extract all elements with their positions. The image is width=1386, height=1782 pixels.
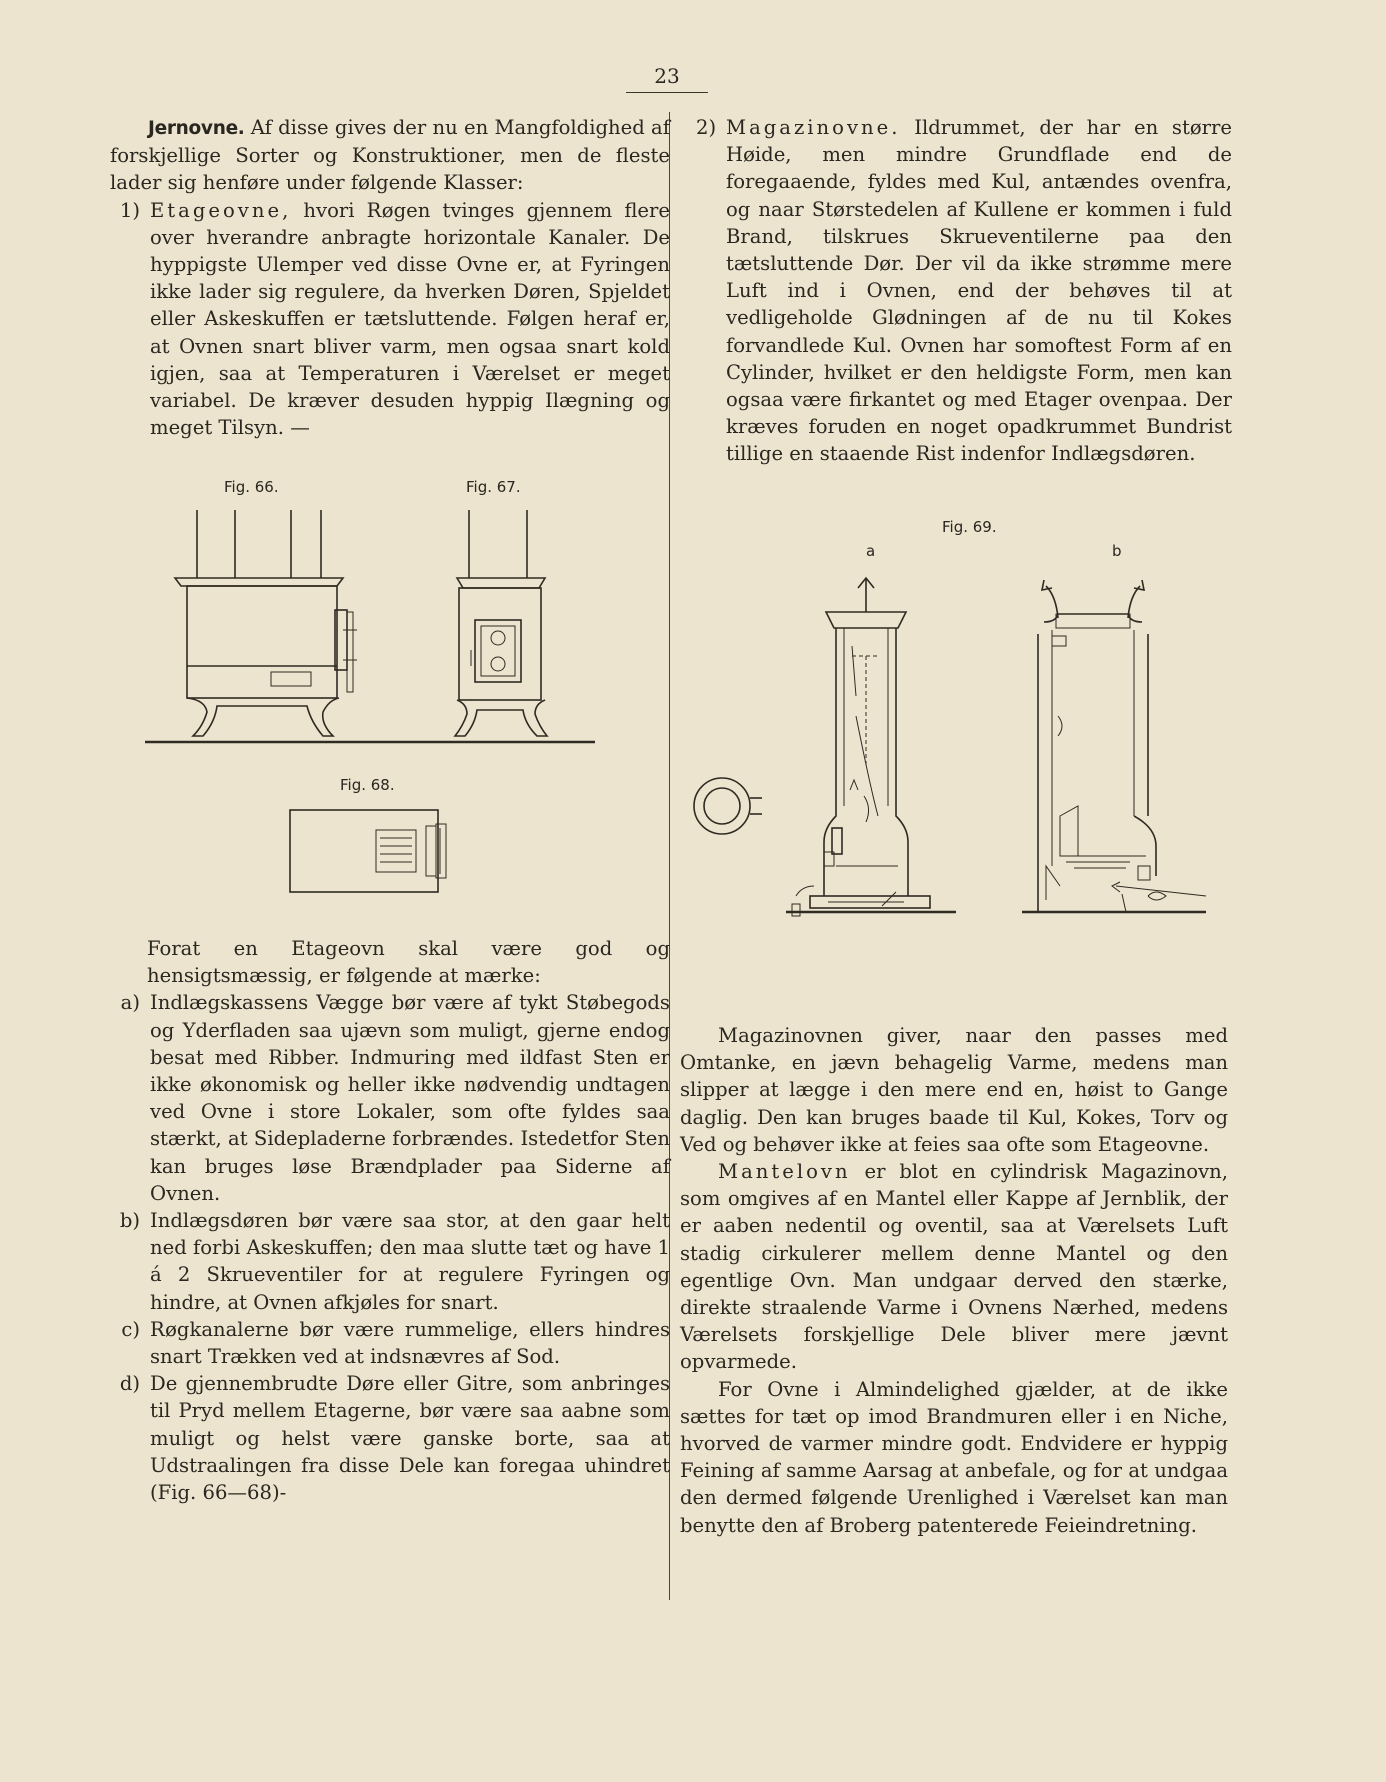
fig68-plan-illustration [280, 800, 480, 900]
fig67-caption: Fig. 67. [466, 478, 521, 496]
list-item-magazinovne [696, 114, 1232, 468]
requirement-text: De gjennembrudte Døre eller Gitre, som anbringes til Pryd mellem Etagerne, bør være saa aabne som muligt og helst være ganske borte, saa at Udstraalingen fra disse Dele kan foregaa uhindret (Fig. 66—68)- [150, 1372, 670, 1505]
item-number: 2) [696, 116, 717, 139]
item-text: hvori Røgen tvinges gjennem flere over hverandre anbragte horizontale Kanaler. De hyppigste Ulemper ved disse Ovne er, at Fyringen ikke lader sig regulere, da hverken Døren, Spjeldet eller Askeskuffen er tætsluttende. Følgen heraf er, at Ovnen snart bliver varm, men ogsaa snart kold igjen, saa at Temperaturen i Værelset er meget variabel. De kræver desuden hyppig Ilægning og meget Tilsyn. — [150, 198, 670, 440]
list-item-etageovne [110, 197, 670, 442]
requirement-item [110, 1370, 670, 1506]
fig66-67-stove-illustration [145, 500, 595, 750]
requirement-label: a) [120, 991, 140, 1015]
intro-text: Af disse gives der nu en Mangfoldighed af forskjellige Sorter og Konstruktioner, men de fleste lader sig henføre under følgende Klasser: [110, 116, 670, 195]
item-text: Ildrummet, der har en større Høide, men mindre Grundflade end de foregaaende, fyldes med Kul, antændes ovenfra, og naar Størstedelen af Kullene er kommen i fuld Brand, tilskrues Skrueventilerne paa den tætsluttende Dør. Der vil da ikke strømme mere Luft ind i Ovnen, end der behøves til at vedligeholde Glødningen af de nu til Kokes forvandlede Kul. Ovnen har somoftest Form af en Cylinder, hvilket er den heldigste Form, men kan ogsaa være firkantet og med Etager ovenpaa. Der kræves foruden en noget opadkrummet Bundrist tillige en staaende Rist indenfor Indlægsdøren. [726, 116, 1232, 466]
fig69-label-b: b [1112, 542, 1122, 560]
requirement-label: d) [119, 1372, 140, 1396]
mantelovn-paragraph [680, 1158, 1228, 1376]
fig69-magazine-stove-illustration [686, 566, 1236, 966]
general-paragraph: For Ovne i Almindelighed gjælder, at de ikke sættes for tæt op imod Brandmuren eller i en Niche, hvorved de varmer mindre godt. Endvidere er hyppig Feining af samme Aarsag at anbefale, og for at undgaa den dermed følgende Urenlighed i Værelset kan man benytte den af Broberg patenterede Feieindretning. [680, 1377, 1228, 1537]
requirements-intro: Forat en Etageovn skal være god og hensigtsmæssig, er følgende at mærke: [147, 937, 670, 988]
fig69-caption: Fig. 69. [942, 518, 997, 536]
fig69-label-a: a [866, 542, 876, 560]
left-column-top [110, 114, 670, 441]
requirement-label: b) [119, 1209, 140, 1233]
magazinovn-paragraph: Magazinovnen giver, naar den passes med Omtanke, en jævn behagelig Varme, medens man slipper at lægge i den mere end en, høist to Gange daglig. Den kan bruges baade til Kul, Kokes, Torv og Ved og behøver ikke at feies saa ofte som Etageovne. [680, 1024, 1228, 1156]
requirement-item [110, 1316, 670, 1370]
item-term: Magazinovne. [726, 116, 901, 139]
requirement-item [110, 1207, 670, 1316]
requirement-item [110, 989, 670, 1207]
requirement-text: Indlægskassens Vægge bør være af tykt Støbegods og Yderfladen saa ujævn som muligt, gjerne endog besat med Ribber. Indmuring med ildfast Sten er ikke økonomisk og heller ikke nødvendig undtagen ved Ovne i store Lokaler, som ofte fyldes saa stærkt, at Sidepladerne forbrændes. Istedetfor Sten kan bruges løse Brændplader paa Siderne af Ovnen. [150, 991, 670, 1205]
right-column-top [696, 114, 1232, 468]
mantelovn-text: er blot en cylindrisk Magazinovn, som omgives af en Mantel eller Kappe af Jernblik, der er aaben nedentil og oventil, saa at Værelsets Luft stadig cirkulerer mellem denne Mantel og den egentlige Ovn. Man undgaar derved den stærke, direkte straalende Varme i Ovnens Nærhed, medens Værelsets forskjellige Dele bliver mere jævnt opvarmede. [680, 1160, 1228, 1374]
fig66-caption: Fig. 66. [224, 478, 279, 496]
requirement-label: c) [121, 1317, 140, 1341]
item-term: Etageovne, [150, 198, 292, 222]
section-lead: Jernovne. [148, 118, 245, 139]
left-column-bottom [110, 935, 670, 1506]
fig68-caption: Fig. 68. [340, 776, 395, 794]
requirement-text: Indlægsdøren bør være saa stor, at den gaar helt ned forbi Askeskuffen; den maa slutte tæt og have 1 á 2 Skrueventiler for at regulere Fyringen og hindre, at Ovnen afkjøles for snart. [150, 1209, 670, 1314]
item-number: 1) [119, 198, 140, 222]
right-column-bottom [680, 1022, 1228, 1539]
page-number: 23 [626, 64, 708, 93]
mantelovn-term: Mantelovn [718, 1160, 851, 1184]
intro-paragraph [110, 114, 670, 197]
requirement-text: Røgkanalerne bør være rummelige, ellers hindres snart Trækken ved at indsnævres af Sod. [150, 1317, 670, 1369]
